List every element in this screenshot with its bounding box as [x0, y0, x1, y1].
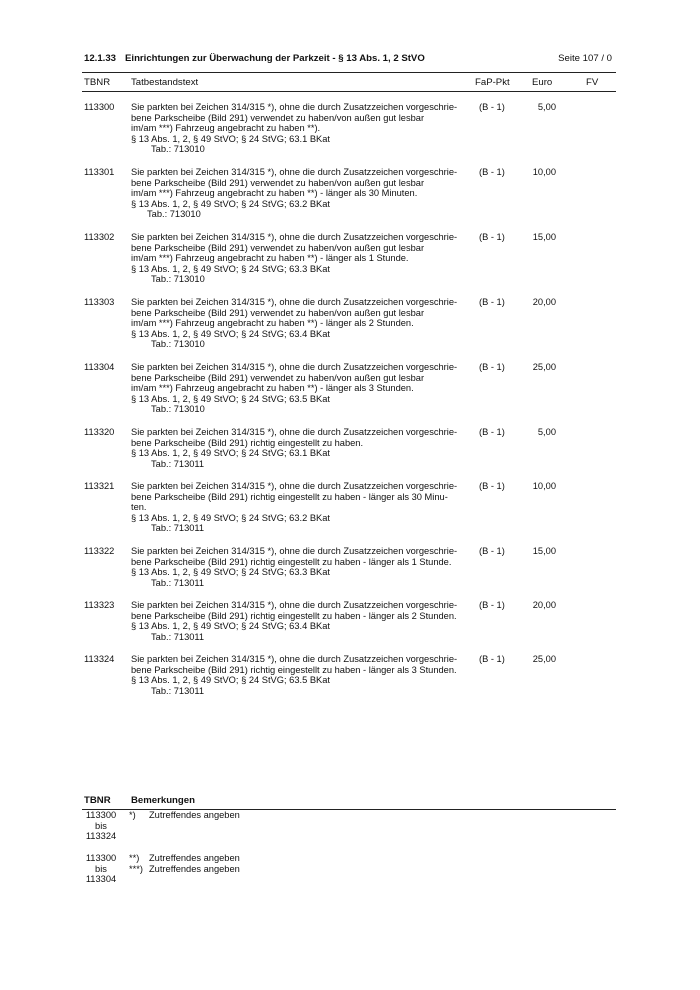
tbnr-cell: 113322	[84, 546, 115, 556]
remark-text: Zutreffendes angeben	[149, 853, 240, 863]
col-header-euro: Euro	[532, 77, 553, 88]
offense-text-line: bene Parkscheibe (Bild 291) verwendet zu haben/von außen gut lesbar	[131, 177, 425, 188]
offense-text-line: Sie parkten bei Zeichen 314/315 *), ohne die durch Zusatzzeichen vorgeschrie-	[131, 297, 458, 307]
fap-points-cell: (B - 1)	[479, 362, 505, 372]
euro-cell: 5,00	[537, 427, 556, 437]
col-header-tbnr: TBNR	[84, 77, 111, 88]
tbnr-cell: 113304	[84, 362, 115, 372]
offense-text-line: bene Parkscheibe (Bild 291) richtig eingestellt zu haben - länger als 1 Stunde.	[131, 556, 452, 567]
offense-text	[131, 297, 471, 350]
offense-text	[131, 427, 471, 469]
offense-text-line: ten.	[131, 502, 147, 513]
remark-tbnr-range-from: 113300	[85, 810, 117, 820]
euro-cell: 10,00	[532, 167, 556, 177]
table-reference: Tab.: 713010	[151, 144, 205, 155]
offense-text-line: bene Parkscheibe (Bild 291) verwendet zu haben/von außen gut lesbar	[131, 307, 425, 318]
euro-cell: 25,00	[532, 654, 556, 664]
fap-points-cell: (B - 1)	[479, 427, 505, 437]
offense-text-line: § 13 Abs. 1, 2, § 49 StVO; § 24 StVG; 63.1 BKat	[131, 133, 330, 144]
table-reference: Tab.: 713011	[151, 631, 205, 642]
remark-text: Zutreffendes angeben	[149, 810, 240, 820]
offense-text-line: bene Parkscheibe (Bild 291) richtig eingestellt zu haben.	[131, 437, 364, 448]
col-header-text: Tatbestandstext	[131, 77, 199, 88]
offense-text-line: im/am ***) Fahrzeug angebracht zu haben **) - länger als 3 Stunden.	[131, 383, 414, 394]
euro-cell: 5,00	[537, 102, 556, 112]
fap-points-cell: (B - 1)	[479, 102, 505, 112]
tbnr-cell: 113323	[84, 600, 115, 610]
euro-cell: 10,00	[532, 481, 556, 491]
fap-points-cell: (B - 1)	[479, 297, 505, 307]
offense-text-line: Sie parkten bei Zeichen 314/315 *), ohne die durch Zusatzzeichen vorgeschrie-	[131, 362, 458, 372]
fap-points-cell: (B - 1)	[479, 232, 505, 242]
offense-text-line: bene Parkscheibe (Bild 291) verwendet zu haben/von außen gut lesbar	[131, 112, 425, 123]
remark-tbnr-range-bis: bis	[95, 820, 107, 831]
remark-marker: *)	[129, 810, 136, 820]
table-reference: Tab.: 713011	[151, 523, 205, 534]
offense-text-line: im/am ***) Fahrzeug angebracht zu haben **) - länger als 1 Stunde.	[131, 253, 409, 264]
table-reference: Tab.: 713010	[147, 209, 201, 220]
offense-text-line: im/am ***) Fahrzeug angebracht zu haben **).	[131, 123, 321, 134]
offense-text	[131, 481, 471, 534]
tbnr-cell: 113324	[84, 654, 115, 664]
tbnr-cell: 113301	[84, 167, 115, 177]
offense-text-line: Sie parkten bei Zeichen 314/315 *), ohne die durch Zusatzzeichen vorgeschrie-	[131, 167, 458, 177]
offense-text-line: § 13 Abs. 1, 2, § 49 StVO; § 24 StVG; 63.3 BKat	[131, 567, 330, 578]
offense-text-line: § 13 Abs. 1, 2, § 49 StVO; § 24 StVG; 63.4 BKat	[131, 621, 330, 632]
tbnr-cell: 113321	[84, 481, 115, 491]
offense-text-line: Sie parkten bei Zeichen 314/315 *), ohne die durch Zusatzzeichen vorgeschrie-	[131, 481, 458, 491]
table-reference: Tab.: 713010	[151, 404, 205, 415]
offense-text-line: Sie parkten bei Zeichen 314/315 *), ohne die durch Zusatzzeichen vorgeschrie-	[131, 232, 458, 242]
table-reference: Tab.: 713010	[151, 274, 205, 285]
offense-text-line: Sie parkten bei Zeichen 314/315 *), ohne die durch Zusatzzeichen vorgeschrie-	[131, 600, 458, 610]
tbnr-cell: 113302	[84, 232, 115, 242]
page-number: Seite 107 / 0	[558, 53, 612, 64]
offense-text	[131, 232, 471, 285]
col-header-fap: FaP-Pkt	[475, 77, 510, 88]
table-reference: Tab.: 713011	[151, 685, 205, 696]
remarks-tbnr-header: TBNR	[84, 795, 111, 806]
offense-text-line: bene Parkscheibe (Bild 291) richtig eingestellt zu haben - länger als 2 Stunden.	[131, 610, 457, 621]
table-reference: Tab.: 713011	[151, 577, 205, 588]
offense-text-line: bene Parkscheibe (Bild 291) verwendet zu haben/von außen gut lesbar	[131, 372, 425, 383]
offense-text-line: § 13 Abs. 1, 2, § 49 StVO; § 24 StVG; 63.5 BKat	[131, 393, 330, 404]
remarks-title: Bemerkungen	[131, 795, 195, 806]
remark-text: Zutreffendes angeben	[149, 863, 240, 874]
offense-text	[131, 546, 471, 588]
offense-text-line: § 13 Abs. 1, 2, § 49 StVO; § 24 StVG; 63.4 BKat	[131, 328, 330, 339]
offense-text	[131, 654, 471, 696]
offense-text-line: im/am ***) Fahrzeug angebracht zu haben **) - länger als 30 Minuten.	[131, 188, 418, 199]
euro-cell: 15,00	[532, 546, 556, 556]
tbnr-cell: 113300	[84, 102, 115, 112]
tbnr-cell: 113303	[84, 297, 115, 307]
offense-text-line: bene Parkscheibe (Bild 291) richtig eingestellt zu haben - länger als 30 Minu-	[131, 491, 448, 502]
fap-points-cell: (B - 1)	[479, 167, 505, 177]
section-number: 12.1.33	[84, 53, 117, 64]
offense-text-line: § 13 Abs. 1, 2, § 49 StVO; § 24 StVG; 63.1 BKat	[131, 448, 330, 459]
offense-text-line: bene Parkscheibe (Bild 291) verwendet zu haben/von außen gut lesbar	[131, 242, 425, 253]
fap-points-cell: (B - 1)	[479, 481, 505, 491]
fap-points-cell: (B - 1)	[479, 546, 505, 556]
euro-cell: 20,00	[532, 600, 556, 610]
offense-text-line: Sie parkten bei Zeichen 314/315 *), ohne die durch Zusatzzeichen vorgeschrie-	[131, 654, 458, 664]
header-rule	[82, 72, 616, 73]
offense-text-line: im/am ***) Fahrzeug angebracht zu haben **) - länger als 2 Stunden.	[131, 318, 414, 329]
col-header-fv: FV	[586, 77, 599, 88]
remark-tbnr-range-bis: bis	[95, 863, 107, 874]
page-title: Einrichtungen zur Überwachung der Parkzeit - § 13 Abs. 1, 2 StVO	[125, 53, 425, 64]
euro-cell: 15,00	[532, 232, 556, 242]
remark-tbnr-range-to: 113324	[85, 831, 117, 842]
euro-cell: 20,00	[532, 297, 556, 307]
offense-text	[131, 102, 471, 155]
offense-text-line: § 13 Abs. 1, 2, § 49 StVO; § 24 StVG; 63.2 BKat	[131, 198, 330, 209]
offense-text-line: § 13 Abs. 1, 2, § 49 StVO; § 24 StVG; 63.5 BKat	[131, 675, 330, 686]
tbnr-cell: 113320	[84, 427, 115, 437]
remark-marker: ***)	[129, 863, 143, 874]
offense-text-line: bene Parkscheibe (Bild 291) richtig eingestellt zu haben - länger als 3 Stunden.	[131, 664, 457, 675]
table-reference: Tab.: 713010	[151, 339, 205, 350]
offense-text	[131, 362, 471, 415]
remark-tbnr-range-from: 113300	[85, 853, 117, 863]
offense-text-line: Sie parkten bei Zeichen 314/315 *), ohne die durch Zusatzzeichen vorgeschrie-	[131, 102, 458, 112]
offense-text-line: Sie parkten bei Zeichen 314/315 *), ohne die durch Zusatzzeichen vorgeschrie-	[131, 427, 458, 437]
table-reference: Tab.: 713011	[151, 458, 205, 469]
fap-points-cell: (B - 1)	[479, 654, 505, 664]
remark-tbnr-range-to: 113304	[85, 874, 117, 885]
column-header-rule	[82, 91, 616, 92]
offense-text-line: § 13 Abs. 1, 2, § 49 StVO; § 24 StVG; 63.2 BKat	[131, 512, 330, 523]
offense-text	[131, 600, 471, 642]
offense-text	[131, 167, 471, 220]
offense-text-line: Sie parkten bei Zeichen 314/315 *), ohne die durch Zusatzzeichen vorgeschrie-	[131, 546, 458, 556]
offense-text-line: § 13 Abs. 1, 2, § 49 StVO; § 24 StVG; 63.3 BKat	[131, 263, 330, 274]
fap-points-cell: (B - 1)	[479, 600, 505, 610]
euro-cell: 25,00	[532, 362, 556, 372]
remark-marker: **)	[129, 853, 140, 863]
